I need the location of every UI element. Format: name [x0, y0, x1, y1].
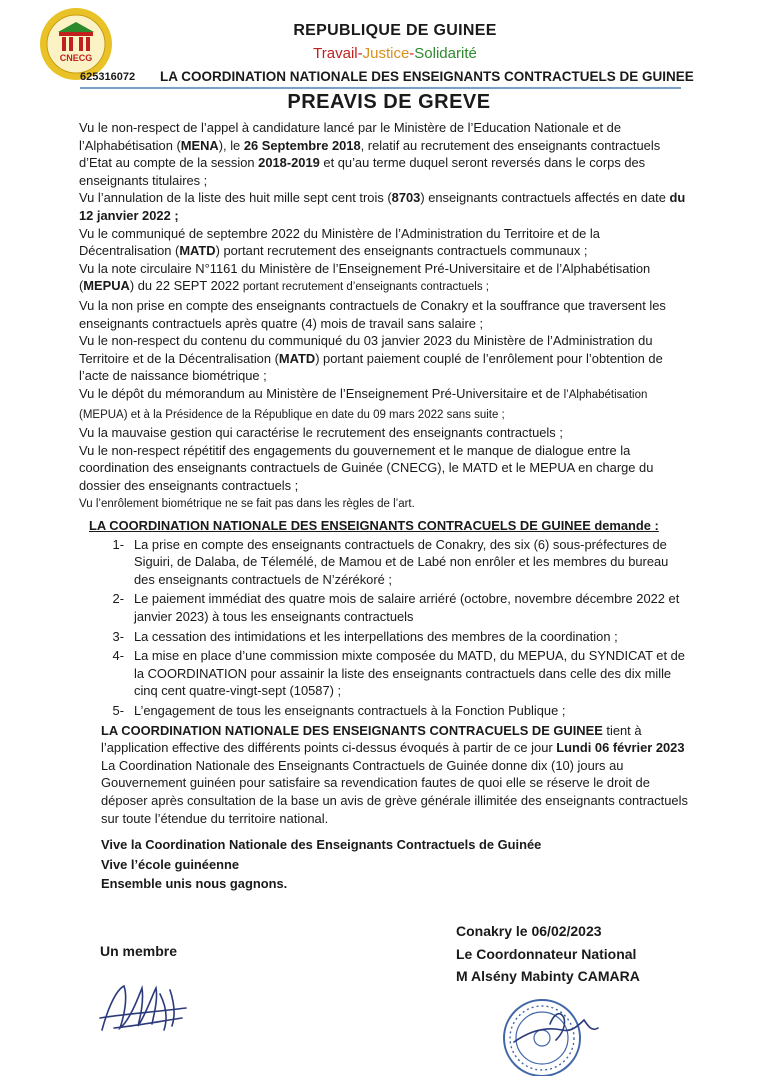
closing-line: Vive la Coordination Nationale des Enseignants Contractuels de Guinée: [101, 837, 542, 853]
motto-word-1: Travail: [313, 45, 358, 62]
text-run: tient à l’application effective des différents points ci-dessus évoqués à partir de ce jour: [101, 722, 642, 756]
motto-separator-1: -: [357, 45, 363, 62]
text-run: La prise en compte des enseignants contractuels de Conakry, des six (6) sous-préfectures de Siguiri, de Dalaba, de Télemélé, de Mamou et de Labé non enrôler et: [134, 536, 667, 570]
text-run: L’engagement de tous les enseignants contractuels à la Fonction Publique ;: [134, 703, 566, 718]
document-body: [79, 119, 689, 894]
text-run: 2018-2019: [258, 155, 320, 171]
logo-label: CNECG: [59, 53, 93, 63]
text-run: Vu le non-respect du contenu du communiqué du 03 janvier 2023 du Ministère de l’Administration du Territoire et de la Décentralisation (: [79, 333, 653, 366]
official-stamp-image: [492, 984, 604, 1076]
text-run: La mise en place d’une commission mixte composée du: [134, 648, 458, 664]
text-run: MENA: [180, 137, 219, 153]
consideration-paragraph: [79, 297, 689, 332]
text-run: du 12 janvier 2022 ;: [79, 190, 686, 223]
text-run: Vu le communiqué de septembre 2022 du Ministère de l’Administration du Territoire et de la Décentralisation (: [79, 225, 600, 259]
text-run: l’Alphabétisation (MEPUA) et à la Présidence de la République en date du 09 mars 2022 sans suite ;: [79, 388, 648, 421]
text-run: 10587: [293, 683, 330, 699]
consideration-paragraph: [79, 189, 689, 224]
text-run: Vu l’annulation de la liste des huit mille sept cent trois (: [79, 190, 392, 206]
member-signature-image: [94, 968, 194, 1044]
text-run: Vu le non-respect de l’appel à candidature lancé par le Ministère de l’Education Nationale et de l’Alphabétisation (: [79, 120, 621, 153]
text-run: 26 Septembre 2018: [243, 137, 361, 153]
text-run: ) portant recrutement des enseignants contractuels communaux ;: [215, 243, 588, 259]
text-run: Vu le dépôt du mémorandum au Ministère de l’Enseignement Pré-Universitaire et de: [79, 385, 564, 401]
demand-number: 1-: [112, 536, 124, 552]
demand-number: 2-: [112, 591, 124, 607]
consideration-paragraph: [79, 119, 689, 189]
demand-text: [134, 628, 689, 646]
header-divider: [80, 87, 681, 89]
text-run: Vu le non-respect répétitif des engagements du gouvernement et le manque de dialogue entre la coordination des enseignants contractuels de Guinée (CNECG), le MATD et le MEPUA en charge du dossier des enseignants contractuels ;: [79, 442, 654, 493]
document-title: PREAVIS DE GREVE: [287, 91, 491, 113]
text-run: Vu la note circulaire N°1161 du Ministère de l’Enseignement Pré-Universitaire et de l’Alphabétisation (: [79, 260, 651, 294]
text-run: les membres du bureau des enseignants contractuels de N’zérékoré ;: [134, 554, 669, 587]
signatory-name: M Alsény Mabinty CAMARA: [456, 968, 640, 984]
text-run: 8703: [391, 190, 421, 206]
text-run: MATD: [278, 350, 316, 366]
closing-line: Vive l’école guinéenne: [101, 856, 240, 872]
consideration-paragraph: [79, 385, 689, 424]
motto-word-2: Justice: [362, 45, 410, 62]
organization-name: LA COORDINATION NATIONALE DES ENSEIGNANTS CONTRACTUELS DE GUINEE: [160, 69, 694, 84]
text-run: Vu l’enrôlement biométrique ne se fait pas dans les règles de l’art.: [79, 498, 415, 511]
demand-item: [79, 702, 689, 720]
consideration-paragraph: [79, 332, 689, 385]
text-run: décembre 2022 et janvier 2023: [134, 591, 680, 625]
consideration-paragraph: [79, 494, 689, 514]
demand-text: [134, 590, 689, 625]
motto-separator-2: -: [409, 45, 415, 62]
text-run: ) à tous les enseignants contractuels: [204, 609, 414, 625]
place-date: Conakry le 06/02/2023: [456, 923, 602, 939]
considerations-list: [79, 119, 689, 514]
signatory-role: Le Coordonnateur National: [456, 945, 637, 962]
conclusion-paragraph: [101, 722, 689, 828]
demand-number: 3-: [112, 628, 124, 644]
phone-number: 625316072: [80, 71, 136, 83]
demand-text: [134, 702, 689, 720]
consideration-paragraph: [79, 442, 689, 495]
national-motto: [0, 45, 770, 62]
consideration-paragraph: [79, 424, 689, 442]
text-run: MATD, du MEPUA, du SYNDICAT et de la COORDINATION: [134, 648, 685, 681]
text-run: Vu la mauvaise gestion qui caractérise le recrutement des enseignants contractuels ;: [79, 425, 563, 441]
demand-item: [79, 647, 689, 700]
motto-word-3: Solidarité: [414, 45, 477, 62]
demand-text: [134, 536, 689, 589]
signatory-block: [456, 920, 640, 988]
text-run: ), le: [218, 137, 244, 153]
demand-heading: LA COORDINATION NATIONALE DES ENSEIGNANTS CONTRACUELS DE GUINEE demande :: [89, 518, 659, 534]
demand-item: [79, 590, 689, 625]
closing-slogans: [101, 835, 689, 894]
consideration-paragraph: [79, 260, 689, 297]
text-run: , relatif au recrutement des enseignants contractuels d’Etat au compte de la session: [79, 137, 661, 171]
demand-item: [79, 536, 689, 589]
demand-number: 5-: [112, 703, 124, 718]
text-run: ) du 22 SEPT 2022: [129, 278, 243, 294]
text-run: pour assainir la liste des enseignants contractuels dans celle des dix mille cinq cent quatre-vingt-sept (: [134, 665, 672, 699]
consideration-paragraph: [79, 225, 689, 260]
text-run: portant recrutement d’enseignants contractuels ;: [242, 281, 489, 294]
demand-text: [134, 647, 689, 700]
closing-line: Ensemble unis nous gagnons.: [101, 876, 288, 892]
republic-heading: REPUBLIQUE DE GUINEE: [293, 22, 497, 39]
text-run: ) enseignants contractuels affectés en date: [420, 190, 670, 206]
text-run: MATD: [179, 243, 216, 259]
member-label: Un membre: [100, 943, 178, 959]
text-run: Le paiement immédiat des quatre mois de salaire arriéré (octobre, novembre: [134, 591, 576, 607]
text-run: ) portant paiement couplé de l’enrôlement pour l’obtention de l’acte de naissance biométrique ;: [79, 350, 663, 384]
text-run: ) ;: [329, 683, 342, 699]
demand-item: [79, 628, 689, 646]
text-run: Vu la non prise en compte des enseignants contractuels de Conakry et la souffrance que traversent les enseignants contractuels après quatre (4) mois de travail sans salaire ;: [79, 297, 666, 331]
text-run: LA COORDINATION NATIONALE DES ENSEIGNANTS CONTRACUELS DE GUINEE: [101, 722, 603, 738]
demands-list: [79, 536, 689, 720]
text-run: Lundi 06 février 2023: [556, 740, 685, 756]
text-run: MEPUA: [83, 278, 130, 294]
text-run: La Coordination Nationale des Enseignants Contractuels de Guinée donne dix (10) jours au Gouvernement guinéen pour satisfaire sa revendication fautes de quoi elle se réserve le droit de déposer après consultation de la base un avis de grève générale illimitée des enseignants contractuels sur toute l’étendue du territoire national.: [101, 757, 688, 826]
demand-number: 4-: [112, 648, 124, 664]
text-run: La cessation des intimidations et les interpellations des membres de la coordination ;: [134, 628, 618, 644]
text-run: et qu’au terme duquel seront reversés dans le corps des enseignants titulaires ;: [79, 155, 646, 188]
